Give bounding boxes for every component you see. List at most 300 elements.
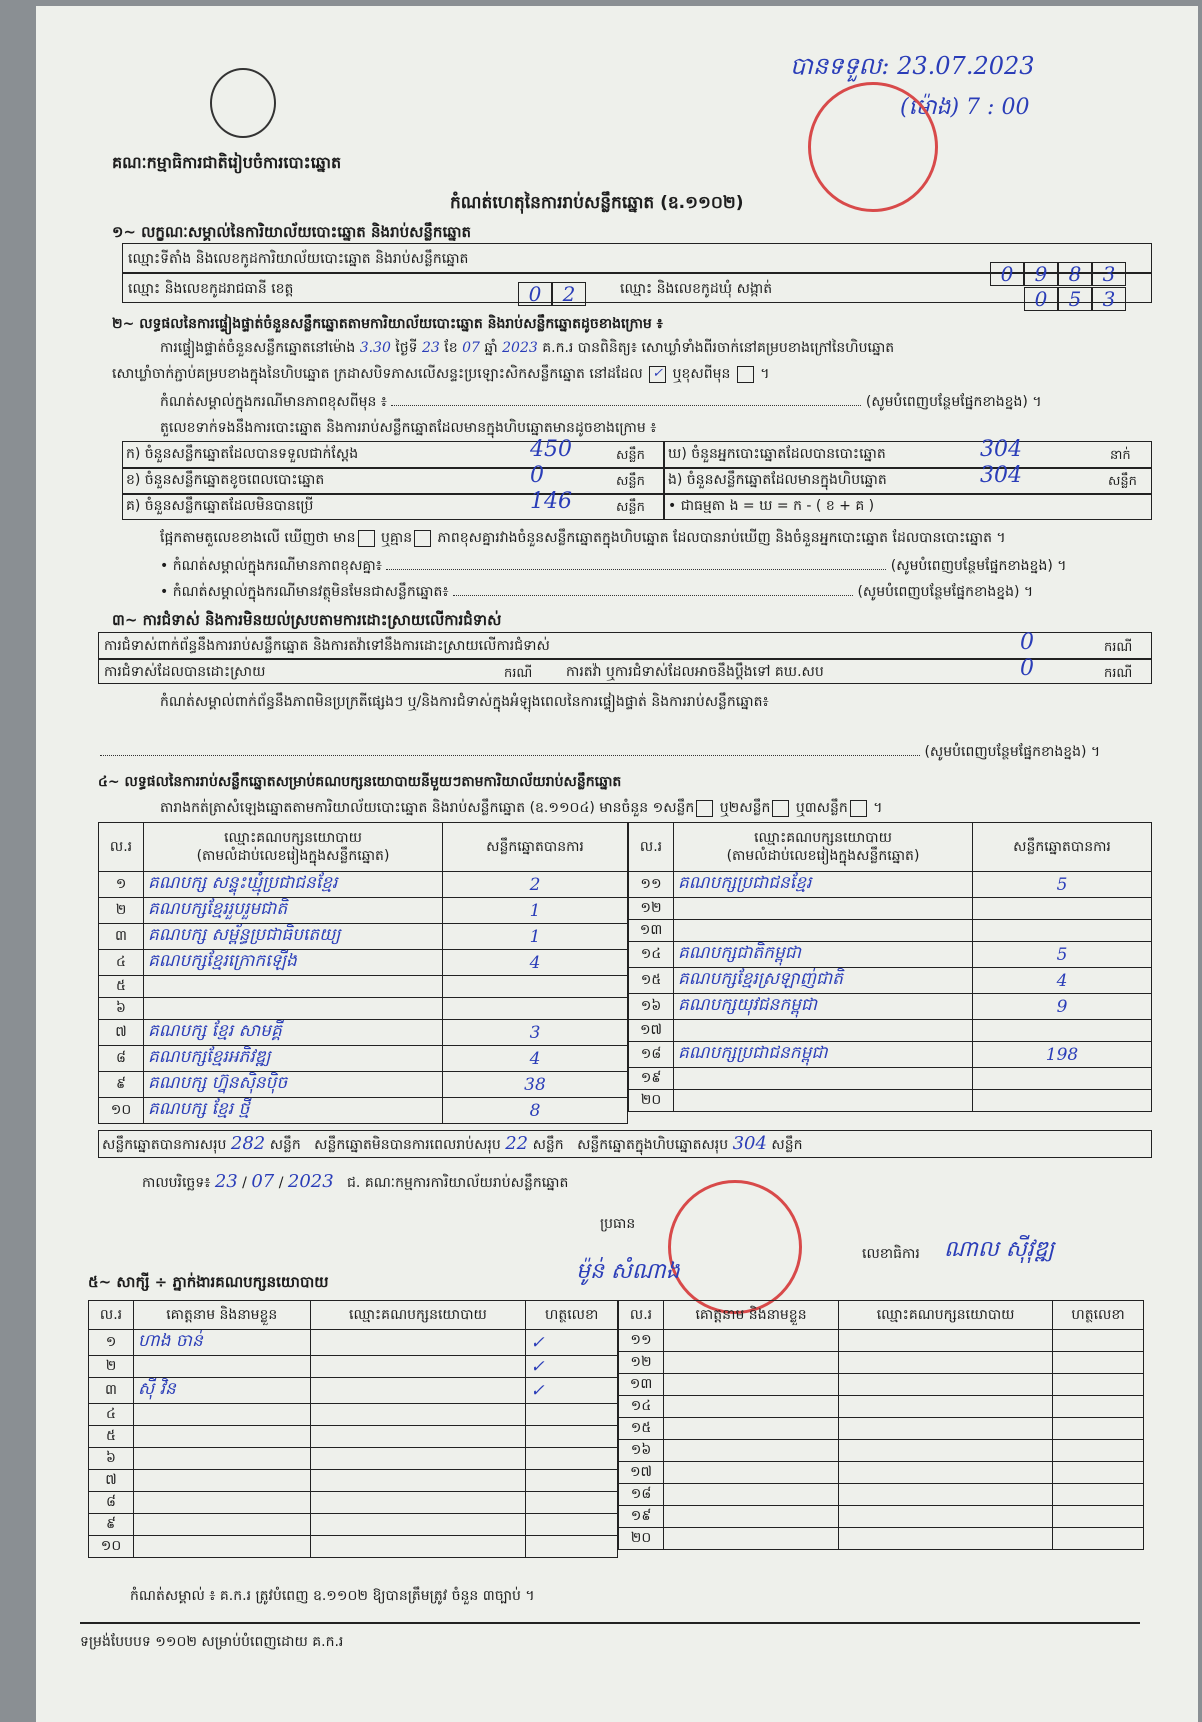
col-no: ល.រ: [89, 1301, 134, 1330]
row-number: ៣: [89, 1378, 134, 1404]
witness-signature: [526, 1492, 618, 1514]
witness-name: [134, 1536, 311, 1558]
row-number: ៨: [89, 1492, 134, 1514]
unused-ballots-label: គ) ចំនួនសន្លឹកឆ្នោតដែលមិនបានប្រើ: [126, 498, 314, 514]
verification-line-2: សោឃ្លាំចាក់ភ្ជាប់គម្របខាងក្នុងនៃហិបឆ្នោត ក្រដាសបិទភាសលើសន្ទះប្រឡោះសិកសន្លឹកឆ្នោត នៅដដែល ✓ ឬខុសពីមុន ។: [112, 365, 770, 382]
party-name: គណបក្សខ្មែរស្រឡាញ់ជាតិ: [674, 968, 973, 994]
station-code-digit: 8: [1058, 262, 1092, 286]
row-number: ៩: [99, 1072, 144, 1098]
party-name: គណបក្ស សន្ទុះឃ្មុំប្រជាជនខ្មែរ: [144, 872, 443, 898]
witness-signature: [526, 1448, 618, 1470]
witness-name: [664, 1352, 839, 1374]
row-number: ៣: [99, 924, 144, 950]
col-no: ល.រ: [629, 823, 674, 872]
witness-party: [839, 1352, 1053, 1374]
changed-label: ឬខុសពីមុន: [672, 366, 731, 382]
witness-row: [619, 1440, 1144, 1462]
three-sheet-checkbox[interactable]: [850, 800, 867, 817]
verify-year-label: ឆ្នាំ: [484, 340, 498, 356]
invalid-total-label: សន្លឹកឆ្នោតមិនបានការពេលរាប់សរុប: [314, 1137, 501, 1153]
unit: សន្លឹក: [1108, 474, 1137, 489]
row-number: ១៥: [629, 968, 674, 994]
results-table-right: [628, 822, 1152, 1112]
divider: [98, 658, 1152, 660]
row-number: ១៨: [629, 1042, 674, 1068]
witness-name: [664, 1484, 839, 1506]
row-number: ១: [99, 872, 144, 898]
witness-signature: ✓: [526, 1330, 618, 1356]
valid-votes: 9: [973, 994, 1152, 1020]
party-name: [144, 976, 443, 998]
invalid-total-value: 22: [505, 1133, 529, 1154]
verification-line-1: [160, 338, 894, 358]
chair-label: ប្រធាន: [600, 1216, 636, 1232]
verify-month-label: ខែ: [444, 340, 458, 356]
col-party: ឈ្មោះគណបក្សនយោបាយ: [839, 1301, 1053, 1330]
valid-votes: 1: [443, 898, 628, 924]
row-number: ២០: [619, 1528, 664, 1550]
row-number: ១៥: [619, 1418, 664, 1440]
spoiled-ballots-label: ខ) ចំនួនសន្លឹកឆ្នោតខូចពេលបោះឆ្នោត: [126, 472, 325, 488]
case-unit: ករណី: [1104, 640, 1133, 655]
col-no: ល.រ: [619, 1301, 664, 1330]
row-number: ៧: [99, 1020, 144, 1046]
witness-table-right: [618, 1300, 1144, 1550]
note-difference-label: កំណត់សម្គាល់ក្នុងករណីមានភាពខុសពីមុន ៖: [160, 394, 387, 410]
witness-row: [89, 1356, 618, 1378]
footer-rule: [80, 1622, 1140, 1624]
witness-row: [89, 1330, 618, 1356]
verify-desc: គ.ក.រ បានពិនិត្យ៖ សោឃ្លាំទាំងពីរចាក់នៅគម្របខាងក្រៅនៃហិបឆ្នោត: [542, 340, 895, 356]
case-unit: ករណី: [1104, 666, 1133, 681]
witness-party: [310, 1448, 526, 1470]
section-2-heading: ២~ លទ្ធផលនៃការផ្ទៀងផ្ទាត់ចំនួនសន្លឹកឆ្នោតតាមការិយាល័យបោះឆ្នោត និងរាប់សន្លឹកឆ្នោតដូចខាងក្រោម ៖: [112, 316, 663, 332]
row-number: ១៤: [629, 942, 674, 968]
party-name: គណបក្សប្រជាជនខ្មែរ: [674, 872, 973, 898]
witness-party: [839, 1374, 1053, 1396]
received-ballots-value: 450: [530, 437, 572, 462]
party-result-row: [629, 920, 1152, 942]
party-result-row: [629, 1090, 1152, 1112]
province-label: ឈ្មោះ និងលេខកូដរាជធានី ខេត្ត: [128, 281, 294, 297]
witness-name: [134, 1492, 311, 1514]
witness-row: [619, 1352, 1144, 1374]
party-result-row: [99, 976, 628, 998]
witness-row: [619, 1374, 1144, 1396]
emblem-logo: [210, 68, 276, 138]
col-party: ឈ្មោះគណបក្សនយោបាយ: [310, 1301, 526, 1330]
irregularities-note: កំណត់សម្គាល់ពាក់ព័ន្ធនឹងភាពមិនប្រក្រតីផ្សេងៗ ឬ/និងការជំទាស់ក្នុងអំឡុងពេលនៃការផ្ទៀងផ្ទាត់ និងការរាប់សន្លឹកឆ្នោត៖: [160, 694, 769, 710]
tally-intro: តារាងកត់ត្រាសំឡេងឆ្នោតតាមការិយាល័យបោះឆ្នោត និងរាប់សន្លឹកឆ្នោត (ឧ.១១០៤) មានចំនួន ១សន្លឹក: [160, 800, 695, 816]
witness-party: [310, 1492, 526, 1514]
witness-name: [134, 1514, 311, 1536]
witness-signature: [526, 1514, 618, 1536]
final-note: កំណត់សម្គាល់ ៖ គ.ក.រ ត្រូវបំពេញ ឧ.១១០២ ឱ្យបានត្រឹមត្រូវ ចំនួន ៣ច្បាប់ ។: [130, 1588, 535, 1604]
row-number: ៧: [89, 1470, 134, 1492]
col-party-line1: ឈ្មោះគណបក្សនយោបាយ: [224, 830, 362, 846]
verify-year: 2023: [502, 340, 538, 356]
row-number: ១០: [99, 1098, 144, 1124]
note-object-line: [160, 582, 1033, 602]
section-5-heading: ៥~ សាក្សី ÷ ភ្នាក់ងារគណបក្សនយោបាយ: [88, 1273, 329, 1291]
witness-name: [134, 1356, 311, 1378]
row-number: ១៨: [619, 1484, 664, 1506]
row-number: ៦: [99, 998, 144, 1020]
witness-party: [839, 1506, 1053, 1528]
has-checkbox[interactable]: [358, 530, 375, 547]
row-number: ១៩: [629, 1068, 674, 1090]
secretary-signature: ណាល ស៊ីវុឌ្ឍ: [944, 1237, 1055, 1262]
unit: សន្លឹក: [616, 474, 645, 489]
witness-name: [664, 1396, 839, 1418]
col-sign: ហត្ថលេខា: [1053, 1301, 1144, 1330]
valid-votes: 3: [443, 1020, 628, 1046]
row-number: ១៣: [629, 920, 674, 942]
witness-table-left: [88, 1300, 618, 1558]
party-result-row: [99, 1046, 628, 1072]
witness-signature: [1053, 1484, 1144, 1506]
difference-has-label: ផ្អែកតាមតួលេខខាងលើ ឃើញថា មាន: [160, 530, 356, 546]
row-number: ១១: [619, 1330, 664, 1352]
date-month: 07: [251, 1171, 275, 1192]
note-diff-label: • កំណត់សម្គាល់ក្នុងករណីមានភាពខុសគ្នា៖: [160, 558, 382, 574]
verify-day: 23: [421, 340, 440, 356]
unit: សន្លឹក: [771, 1137, 803, 1153]
row-number: ៤: [89, 1404, 134, 1426]
box-total-value: 304: [732, 1133, 767, 1154]
witness-row: [89, 1378, 618, 1404]
row-number: ១៦: [629, 994, 674, 1020]
row-number: ១៣: [619, 1374, 664, 1396]
section-1-heading: ១~ លក្ខណៈសម្គាល់នៃការិយាល័យបោះឆ្នោត និងរាប់សន្លឹកឆ្នោត: [112, 223, 472, 241]
station-code-digit: 9: [1024, 262, 1058, 286]
row-number: ១៤: [619, 1396, 664, 1418]
changed-checkbox[interactable]: [737, 366, 754, 383]
fill-more-note: (សូមបំពេញបន្ថែមផ្នែកខាងខ្នង) ។: [865, 394, 1042, 410]
party-result-row: [99, 1072, 628, 1098]
spoiled-ballots-value: 0: [530, 463, 544, 488]
commune-code-digit: 0: [1024, 287, 1058, 311]
organization-name: គណៈកម្មាធិការជាតិរៀបចំការបោះឆ្នោត: [112, 153, 342, 172]
row-number: ៥: [89, 1426, 134, 1448]
witness-row: [619, 1462, 1144, 1484]
valid-votes: 1: [443, 924, 628, 950]
unit: នាក់: [1110, 448, 1131, 463]
valid-votes: [973, 1068, 1152, 1090]
valid-votes: [443, 998, 628, 1020]
col-party: [144, 823, 443, 872]
witness-row: [619, 1396, 1144, 1418]
committee-stamp: [668, 1180, 802, 1314]
party-name: គណបក្ស សម្ព័ន្ធប្រជាធិបតេយ្យ: [144, 924, 443, 950]
section-3-heading: ៣~ ការជំទាស់ និងការមិនយល់ស្របតាមការដោះស្រាយលើការជំទាស់: [112, 611, 502, 629]
party-name: [674, 920, 973, 942]
station-name-label: ឈ្មោះទីតាំង និងលេខកូដការិយាល័យបោះឆ្នោត និងរាប់សន្លឹកឆ្នោត: [128, 251, 469, 267]
party-result-row: [99, 898, 628, 924]
witness-row: [89, 1448, 618, 1470]
witness-name: [134, 1426, 311, 1448]
col-sign: ហត្ថលេខា: [526, 1301, 618, 1330]
row-number: ១៧: [629, 1020, 674, 1042]
witness-row: [619, 1528, 1144, 1550]
col-name: គោត្តនាម និងនាមខ្លួន: [134, 1301, 311, 1330]
verify-time: 3.30: [359, 340, 391, 356]
commune-label: ឈ្មោះ និងលេខកូដឃុំ សង្កាត់: [620, 281, 773, 297]
witness-party: [839, 1396, 1053, 1418]
row-number: ១: [89, 1330, 134, 1356]
witness-row: [619, 1418, 1144, 1440]
witness-name: [134, 1448, 311, 1470]
unit: សន្លឹក: [269, 1137, 301, 1153]
note-fill-line: [100, 742, 1100, 762]
seal-status-text: សោឃ្លាំចាក់ភ្ជាប់គម្របខាងក្នុងនៃហិបឆ្នោត ក្រដាសបិទភាសលើសន្ទះប្រឡោះសិកសន្លឹកឆ្នោត នៅដដែល: [112, 366, 643, 382]
party-result-row: [99, 1020, 628, 1046]
valid-votes: 198: [973, 1042, 1152, 1068]
witness-row: [89, 1470, 618, 1492]
unit: សន្លឹក: [616, 448, 645, 463]
row-number: ១៦: [619, 1440, 664, 1462]
party-result-row: [629, 968, 1152, 994]
witness-name: [664, 1462, 839, 1484]
party-result-row: [99, 872, 628, 898]
party-result-row: [629, 994, 1152, 1020]
witness-name: [664, 1374, 839, 1396]
none-checkbox[interactable]: [414, 530, 431, 547]
witness-row: [89, 1514, 618, 1536]
one-sheet-checkbox[interactable]: [696, 800, 713, 817]
formula: • ជាធម្មតា ង = ឃ = ក - ( ខ + គ ): [668, 498, 875, 514]
party-name: [674, 1020, 973, 1042]
objections-value: 0: [1020, 630, 1034, 655]
difference-desc: ភាពខុសគ្នារវាងចំនួនសន្លឹកឆ្នោតក្នុងហិបឆ្នោត ដែលបានរាប់ឃើញ និងចំនួនអ្នកបោះឆ្នោត ដែលបានបោះឆ្នោត ។: [437, 530, 1006, 546]
party-name: គណបក្ស ហ្វ៊ុនស៊ិនប៉ិច: [144, 1072, 443, 1098]
tally-intro-line: តារាងកត់ត្រាសំឡេងឆ្នោតតាមការិយាល័យបោះឆ្នោត និងរាប់សន្លឹកឆ្នោត (ឧ.១១០៤) មានចំនួន ១សន្លឹក ឬ២សន្លឹក ឬ៣សន្លឹក ។: [160, 800, 883, 816]
fill-more-note: (សូមបំពេញបន្ថែមផ្នែកខាងខ្នង) ។: [890, 558, 1067, 574]
voters-value: 304: [980, 437, 1022, 462]
party-name: [144, 998, 443, 1020]
row-number: ៩: [89, 1514, 134, 1536]
three-sheet-label: ឬ៣សន្លឹក: [795, 800, 848, 816]
party-name: [674, 898, 973, 920]
party-result-row: [629, 872, 1152, 898]
valid-votes: 5: [973, 872, 1152, 898]
col-party-line2: (តាមលំដាប់លេខរៀងក្នុងសន្លឹកឆ្នោត): [196, 848, 390, 864]
party-result-row: [629, 1068, 1152, 1090]
witness-signature: [1053, 1462, 1144, 1484]
province-code-digit: 2: [552, 282, 586, 306]
fill-line: [386, 569, 886, 570]
commune-code-digit: 5: [1058, 287, 1092, 311]
witness-party: [839, 1528, 1053, 1550]
row-number: ១២: [629, 898, 674, 920]
totals-line: [102, 1134, 803, 1155]
witness-party: [839, 1440, 1053, 1462]
witness-signature: ✓: [526, 1356, 618, 1378]
party-name: គណបក្សជាតិកម្ពុជា: [674, 942, 973, 968]
witness-name: [134, 1404, 311, 1426]
party-name: គណបក្សខ្មែរក្រោកឡើង: [144, 950, 443, 976]
witness-party: [310, 1470, 526, 1492]
row-number: ១៩: [619, 1506, 664, 1528]
form-title: កំណត់ហេតុនៃការរាប់សន្លឹកឆ្នោត (ឧ.១១០២): [450, 193, 744, 213]
fill-line: [453, 595, 853, 596]
witness-signature: [1053, 1396, 1144, 1418]
col-party: [674, 823, 973, 872]
ballots-in-box-label: ង) ចំនួនសន្លឹកឆ្នោតដែលមានក្នុងហិបឆ្នោត: [668, 472, 887, 488]
party-result-row: [99, 998, 628, 1020]
witness-row: [619, 1506, 1144, 1528]
figures-intro: តួលេខទាក់ទងនឹងការបោះឆ្នោត និងការរាប់សន្លឹកឆ្នោតដែលមានក្នុងហិបឆ្នោតមានដូចខាងក្រោម ៖: [160, 420, 657, 436]
party-name: គណបក្សខ្មែររួបរួមជាតិ: [144, 898, 443, 924]
witness-row: [89, 1426, 618, 1448]
witness-party: [310, 1356, 526, 1378]
witness-party: [839, 1330, 1053, 1352]
unused-ballots-value: 146: [530, 489, 572, 514]
party-result-row: [99, 1098, 628, 1124]
date-label: កាលបរិច្ឆេទ៖: [142, 1175, 211, 1191]
witness-name: ស៊ី វិន: [134, 1378, 311, 1404]
witness-signature: ✓: [526, 1378, 618, 1404]
witness-signature: [1053, 1528, 1144, 1550]
valid-votes: 4: [443, 1046, 628, 1072]
witness-signature: [1053, 1418, 1144, 1440]
party-result-row: [629, 898, 1152, 920]
unit: សន្លឹក: [616, 500, 645, 515]
witness-name: [664, 1528, 839, 1550]
secretary-label: លេខាធិការ: [862, 1246, 920, 1262]
committee-label: ជ. គណៈកម្មការការិយាល័យរាប់សន្លឹកឆ្នោត: [347, 1175, 569, 1191]
case-unit: ករណី: [504, 666, 533, 681]
valid-votes: [973, 1090, 1152, 1112]
valid-votes: 2: [443, 872, 628, 898]
witness-row: [89, 1404, 618, 1426]
witness-name: [664, 1418, 839, 1440]
valid-votes: 5: [973, 942, 1152, 968]
verify-day-label: ថ្ងៃទី: [395, 340, 418, 356]
witness-row: [89, 1536, 618, 1558]
witness-row: [619, 1484, 1144, 1506]
col-no: ល.រ: [99, 823, 144, 872]
witness-signature: [1053, 1506, 1144, 1528]
row-number: ១៧: [619, 1462, 664, 1484]
fill-more-note: (សូមបំពេញបន្ថែមផ្នែកខាងខ្នង) ។: [924, 744, 1101, 760]
note-object-label: • កំណត់សម្គាល់ក្នុងករណីមានវត្ថុមិនមែនជាសន្លឹកឆ្នោត៖: [160, 584, 449, 600]
witness-signature: [526, 1404, 618, 1426]
party-name: គណបក្សខ្មែរអភិវឌ្ឍ: [144, 1046, 443, 1072]
witness-party: [310, 1536, 526, 1558]
col-votes: សន្លឹកឆ្នោតបានការ: [973, 823, 1152, 872]
col-party-line1: ឈ្មោះគណបក្សនយោបាយ: [754, 830, 892, 846]
row-number: ២០: [629, 1090, 674, 1112]
witness-name: [664, 1440, 839, 1462]
date-year: 2023: [287, 1171, 334, 1192]
col-name: គោត្តនាម និងនាមខ្លួន: [664, 1301, 839, 1330]
row-number: ៥: [99, 976, 144, 998]
valid-votes: 4: [973, 968, 1152, 994]
footer-text: ទម្រង់បែបបទ ១១០២ សម្រាប់បំពេញដោយ គ.ក.រ: [80, 1634, 344, 1650]
witness-signature: [1053, 1374, 1144, 1396]
date-day: 23: [214, 1171, 238, 1192]
row-number: ៨: [99, 1046, 144, 1072]
verify-month: 07: [462, 340, 480, 356]
party-name: គណបក្សប្រជាជនកម្ពុជា: [674, 1042, 973, 1068]
valid-total-label: សន្លឹកឆ្នោតបានការសរុប: [102, 1137, 227, 1153]
fill-more-note: (សូមបំពេញបន្ថែមផ្នែកខាងខ្នង) ។: [857, 584, 1034, 600]
station-code-digit: 3: [1092, 262, 1126, 286]
party-name: [674, 1090, 973, 1112]
commune-code-digit: 3: [1092, 287, 1126, 311]
party-name: [674, 1068, 973, 1090]
witness-signature: [1053, 1330, 1144, 1352]
note-difference-line: [160, 392, 1042, 412]
witness-signature: [526, 1536, 618, 1558]
appeal-label: ការតវ៉ា ឬការជំទាស់ដែលអាចនឹងប្តឹងទៅ គឃ.សប: [566, 664, 824, 680]
fill-line: [100, 755, 920, 756]
witness-party: [839, 1418, 1053, 1440]
witness-name: [134, 1470, 311, 1492]
voters-label: ឃ) ចំនួនអ្នកបោះឆ្នោតដែលបានបោះឆ្នោត: [668, 446, 886, 462]
fill-line: [391, 405, 861, 406]
row-number: ៤: [99, 950, 144, 976]
difference-line: [160, 528, 1006, 548]
received-date: បានទទួល: 23.07.2023: [790, 52, 1035, 80]
witness-signature: [526, 1470, 618, 1492]
party-name: គណបក្ស ខ្មែរ សាមគ្គី: [144, 1020, 443, 1046]
two-sheet-checkbox[interactable]: [772, 800, 789, 817]
results-table-left: [98, 822, 628, 1124]
party-name: គណបក្សយុវជនកម្ពុជា: [674, 994, 973, 1020]
unchanged-checkbox[interactable]: ✓: [649, 366, 666, 383]
valid-votes: 8: [443, 1098, 628, 1124]
appeal-value: 0: [1020, 656, 1034, 681]
witness-party: [839, 1484, 1053, 1506]
witness-signature: [1053, 1352, 1144, 1374]
chair-signature: ម៉ូន់ សំណាង: [576, 1259, 680, 1284]
witness-party: [310, 1378, 526, 1404]
note-diff-line: [160, 556, 1066, 576]
section-4-heading: ៤~ លទ្ធផលនៃការរាប់សន្លឹកឆ្នោតសម្រាប់គណបក្សនយោបាយនីមួយៗតាមការិយាល័យរាប់សន្លឹកឆ្នោត: [98, 774, 622, 790]
two-sheet-label: ឬ២សន្លឹក: [719, 800, 771, 816]
col-votes: សន្លឹកឆ្នោតបានការ: [443, 823, 628, 872]
row-number: ១០: [89, 1536, 134, 1558]
row-number: ៦: [89, 1448, 134, 1470]
received-time: (ម៉ោង) 7 : 00: [900, 95, 1030, 120]
valid-votes: 4: [443, 950, 628, 976]
witness-name: [664, 1330, 839, 1352]
date-line: កាលបរិច្ឆេទ៖ 23 / 07 / 2023 ជ. គណៈកម្មការការិយាល័យរាប់សន្លឹកឆ្នោត: [142, 1171, 569, 1192]
col-party-line2: (តាមលំដាប់លេខរៀងក្នុងសន្លឹកឆ្នោត): [726, 848, 920, 864]
witness-row: [89, 1492, 618, 1514]
party-result-row: [629, 942, 1152, 968]
party-result-row: [629, 1042, 1152, 1068]
unit: សន្លឹក: [532, 1137, 564, 1153]
party-result-row: [99, 950, 628, 976]
party-result-row: [629, 1020, 1152, 1042]
box-total-label: សន្លឹកឆ្នោតក្នុងហិបឆ្នោតសរុប: [577, 1137, 729, 1153]
valid-votes: [973, 898, 1152, 920]
witness-party: [310, 1404, 526, 1426]
witness-signature: [526, 1426, 618, 1448]
verify-time-label: ការផ្ទៀងផ្ទាត់ចំនួនសន្លឹកឆ្នោតនៅម៉ោង: [160, 340, 356, 356]
row-number: ១១: [629, 872, 674, 898]
row-number: ២: [99, 898, 144, 924]
witness-party: [310, 1330, 526, 1356]
objections-label: ការជំទាស់ពាក់ព័ន្ធនឹងការរាប់សន្លឹកឆ្នោត និងការតវ៉ាទៅនឹងការដោះស្រាយលើការជំទាស់: [104, 638, 550, 654]
received-ballots-label: ក) ចំនួនសន្លឹកឆ្នោតដែលបានទទួលជាក់ស្តែង: [126, 446, 359, 462]
valid-votes: [443, 976, 628, 998]
ballots-in-box-value: 304: [980, 463, 1022, 488]
valid-votes: [973, 1020, 1152, 1042]
